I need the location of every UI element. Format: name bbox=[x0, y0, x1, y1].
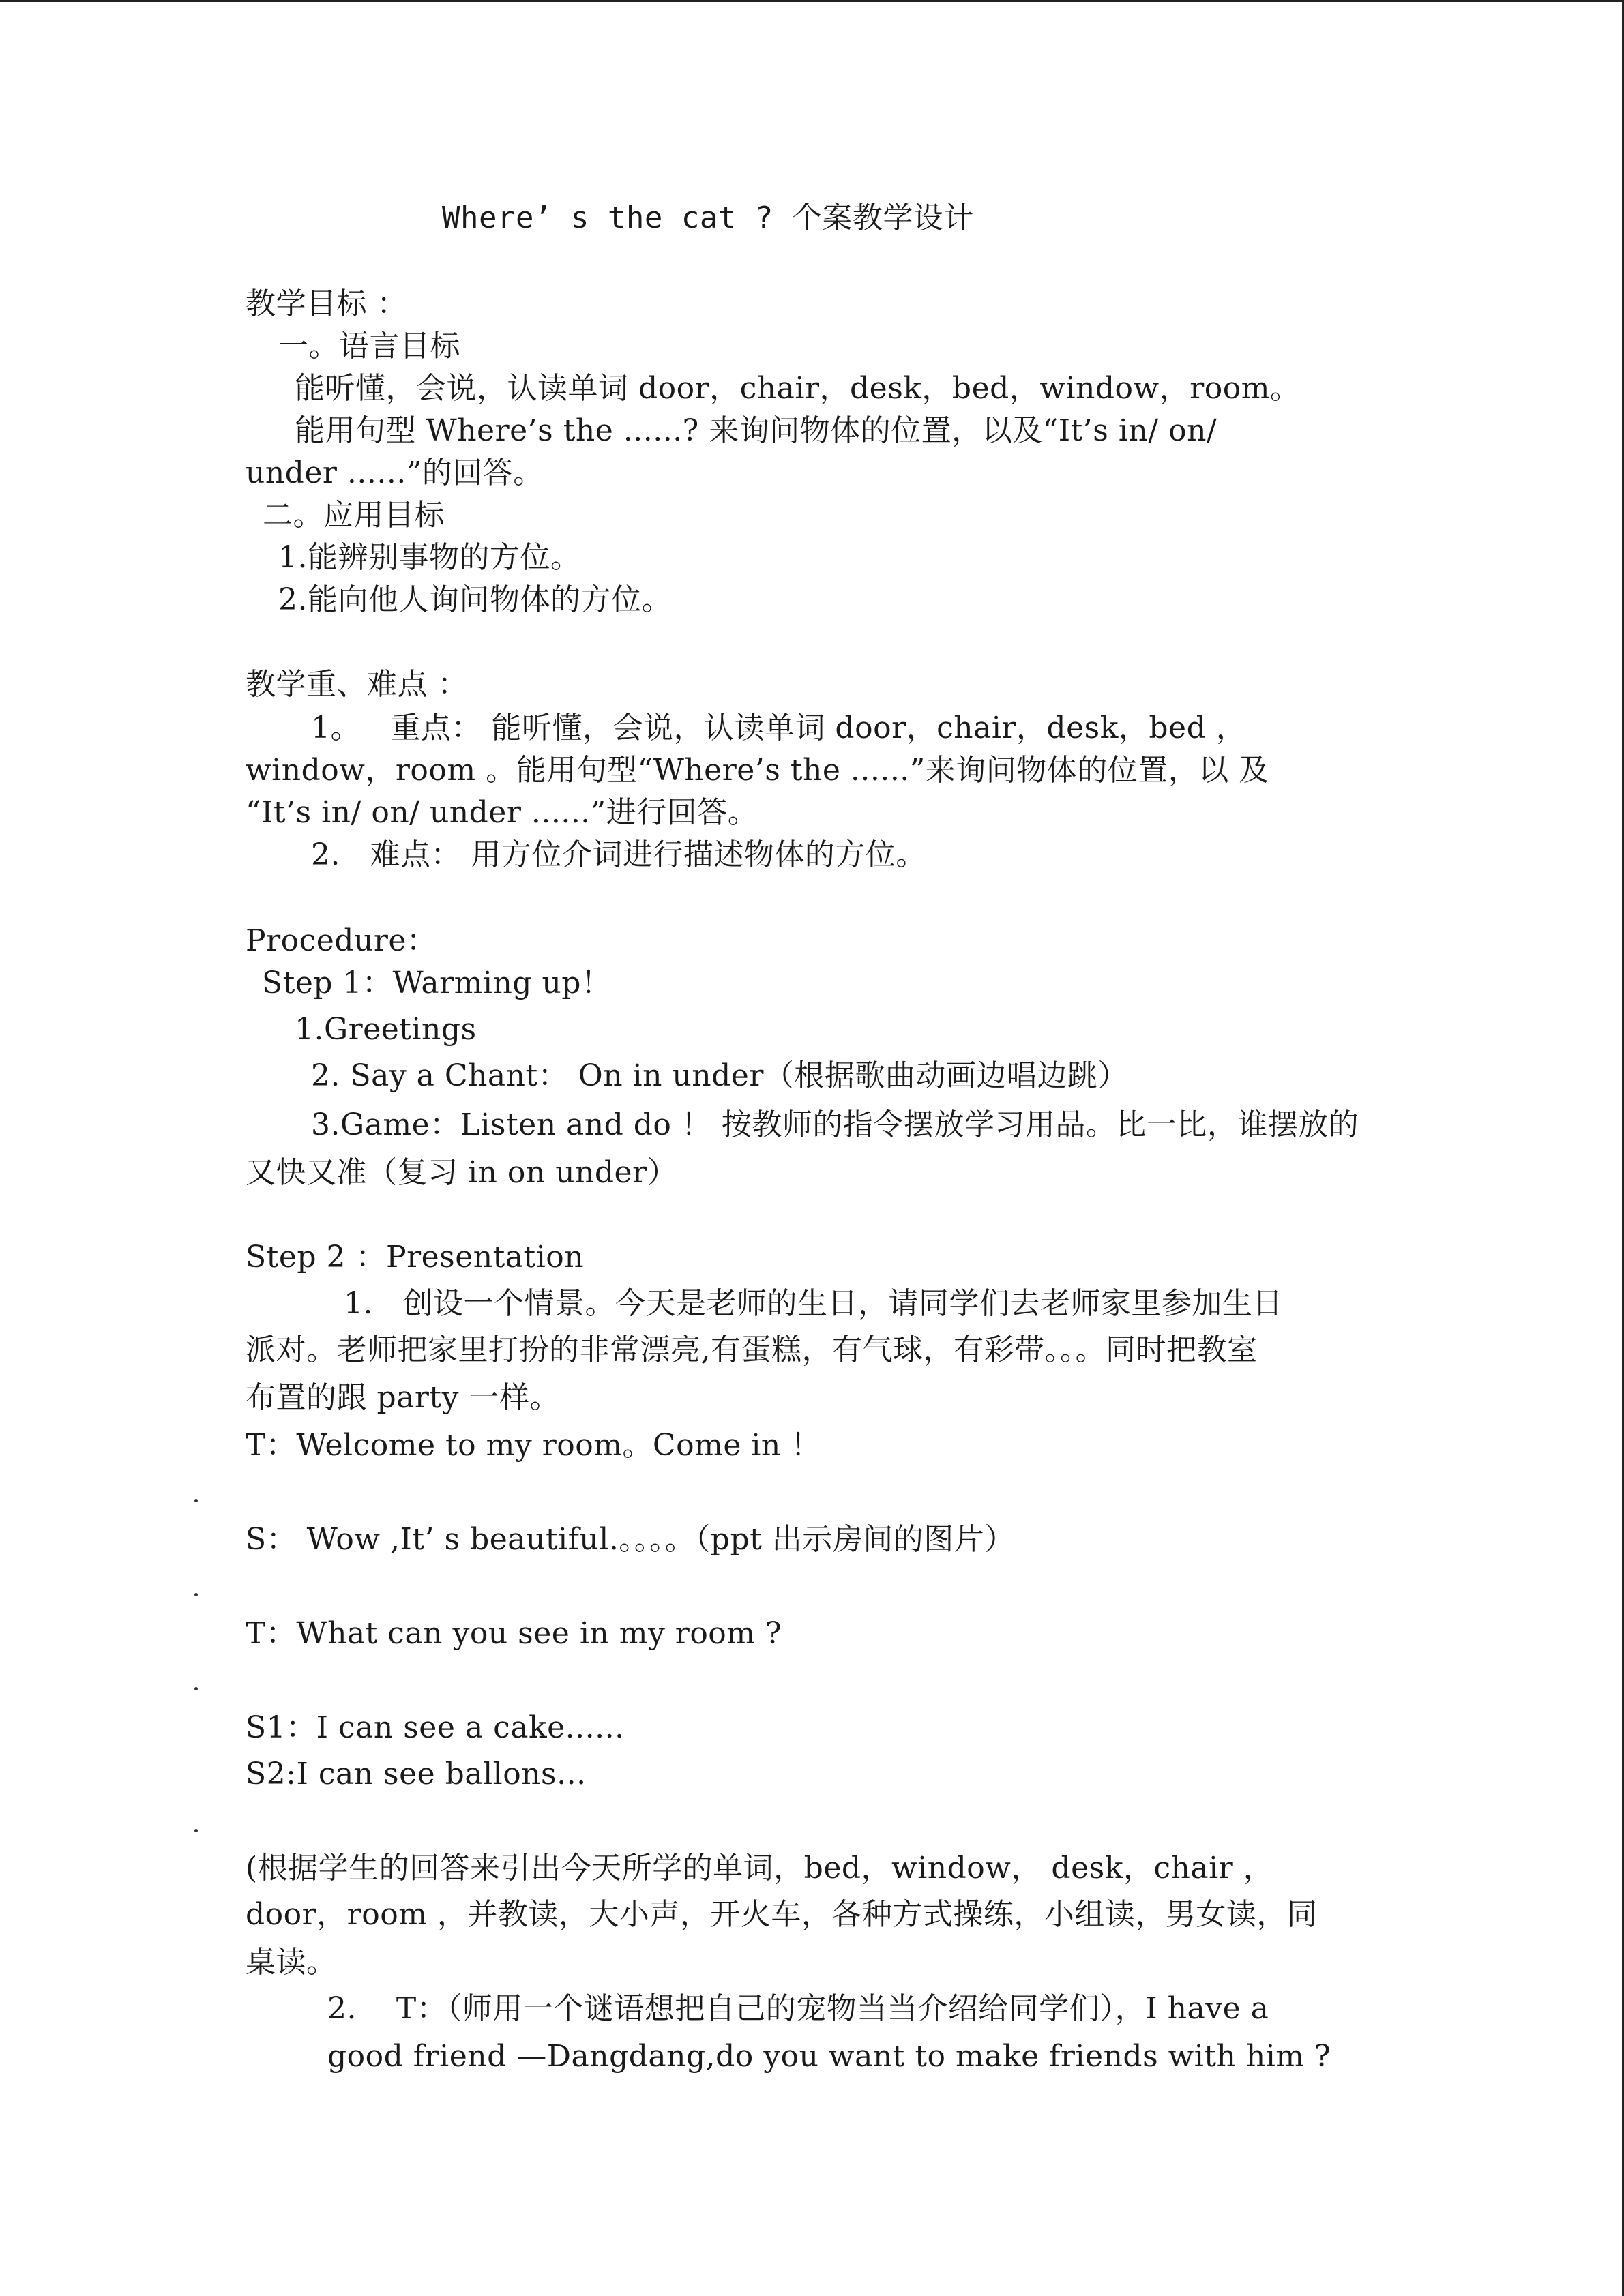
key-point-1-line-2: window，room 。能用句型“Where’s the ......”来询问物体的位置，以 及 bbox=[246, 753, 1269, 788]
margin-dot bbox=[194, 1499, 198, 1502]
application-goal-item-2: 2.能向他人询问物体的方位。 bbox=[278, 582, 672, 617]
language-goal-line-2-cont: under ......”的回答。 bbox=[246, 456, 544, 490]
dialogue-line-teacher-1: T：Welcome to my room。Come in ！ bbox=[246, 1428, 821, 1463]
dialogue-line-teacher-2: T：What can you see in my room ? bbox=[246, 1616, 782, 1651]
teaching-note-line-3: 桌读。 bbox=[246, 1945, 337, 1980]
margin-dot bbox=[194, 1593, 198, 1596]
step-2-para-2-line-1: 2. T：（师用一个谜语想把自己的宠物当当介绍给同学们），I have a bbox=[327, 1991, 1269, 2026]
page-title: Where’ s the cat ? 个案教学设计 bbox=[442, 200, 974, 235]
step-1-item-3: 3.Game：Listen and do ！ 按教师的指令摆放学习用品。比一比，谁摆放的 bbox=[311, 1107, 1359, 1142]
margin-dot bbox=[194, 1829, 198, 1832]
step-1-item-1: 1.Greetings bbox=[295, 1012, 477, 1047]
language-goal-heading: 一。语言目标 bbox=[278, 329, 460, 363]
dialogue-line-students-1: S： Wow ,It’ s beautiful.。。。。（ppt 出示房间的图片） bbox=[246, 1522, 1015, 1557]
key-point-1-line-3: “It’s in/ on/ under ......”进行回答。 bbox=[246, 795, 758, 830]
step-2-para-1-line-3: 布置的跟 party 一样。 bbox=[246, 1380, 560, 1415]
key-points-heading: 教学重、难点 ： bbox=[246, 667, 468, 702]
dialogue-line-s2: S2:I can see ballons... bbox=[246, 1757, 587, 1791]
dialogue-line-s1: S1：I can see a cake...... bbox=[246, 1710, 625, 1745]
language-goal-line-2: 能用句型 Where’s the ......? 来询问物体的位置，以及“It’s in/ on/ bbox=[295, 413, 1217, 448]
step-2-para-2-line-2: good friend —Dangdang,do you want to make friends with him ? bbox=[327, 2039, 1331, 2074]
step-1-heading: Step 1：Warming up！ bbox=[262, 966, 612, 1000]
objectives-heading: 教学目标 ： bbox=[246, 286, 407, 321]
teaching-note-line-2: door，room ，并教读，大小声，开火车，各种方式操练，小组读，男女读，同 bbox=[246, 1897, 1318, 1932]
application-goal-heading: 二。应用目标 bbox=[263, 498, 445, 533]
application-goal-item-1: 1.能辨别事物的方位。 bbox=[278, 540, 581, 575]
margin-dot bbox=[194, 1687, 198, 1690]
step-2-heading: Step 2 ：Presentation bbox=[246, 1240, 585, 1274]
procedure-heading: Procedure： bbox=[246, 923, 437, 958]
step-2-para-1-line-1: 1. 创设一个情景。今天是老师的生日，请同学们去老师家里参加生日 bbox=[344, 1286, 1283, 1321]
key-point-1-line-1: 1。 重点： 能听懂，会说，认读单词 door，chair，desk，bed ， bbox=[311, 711, 1247, 745]
language-goal-line-1: 能听懂，会说，认读单词 door，chair，desk，bed，window，room。 bbox=[295, 371, 1301, 406]
step-1-item-3-cont: 又快又准（复习 in on under） bbox=[246, 1155, 678, 1190]
key-point-2: 2. 难点： 用方位介词进行描述物体的方位。 bbox=[311, 837, 926, 872]
step-2-para-1-line-2: 派对。老师把家里打扮的非常漂亮,有蛋糕，有气球，有彩带。。。同时把教室 bbox=[246, 1332, 1258, 1367]
step-1-item-2: 2. Say a Chant： On in under（根据歌曲动画边唱边跳） bbox=[311, 1058, 1128, 1093]
teaching-note-line-1: (根据学生的回答来引出今天所学的单词，bed，window， desk，chair ， bbox=[246, 1851, 1274, 1885]
top-border-line bbox=[0, 0, 1624, 2]
